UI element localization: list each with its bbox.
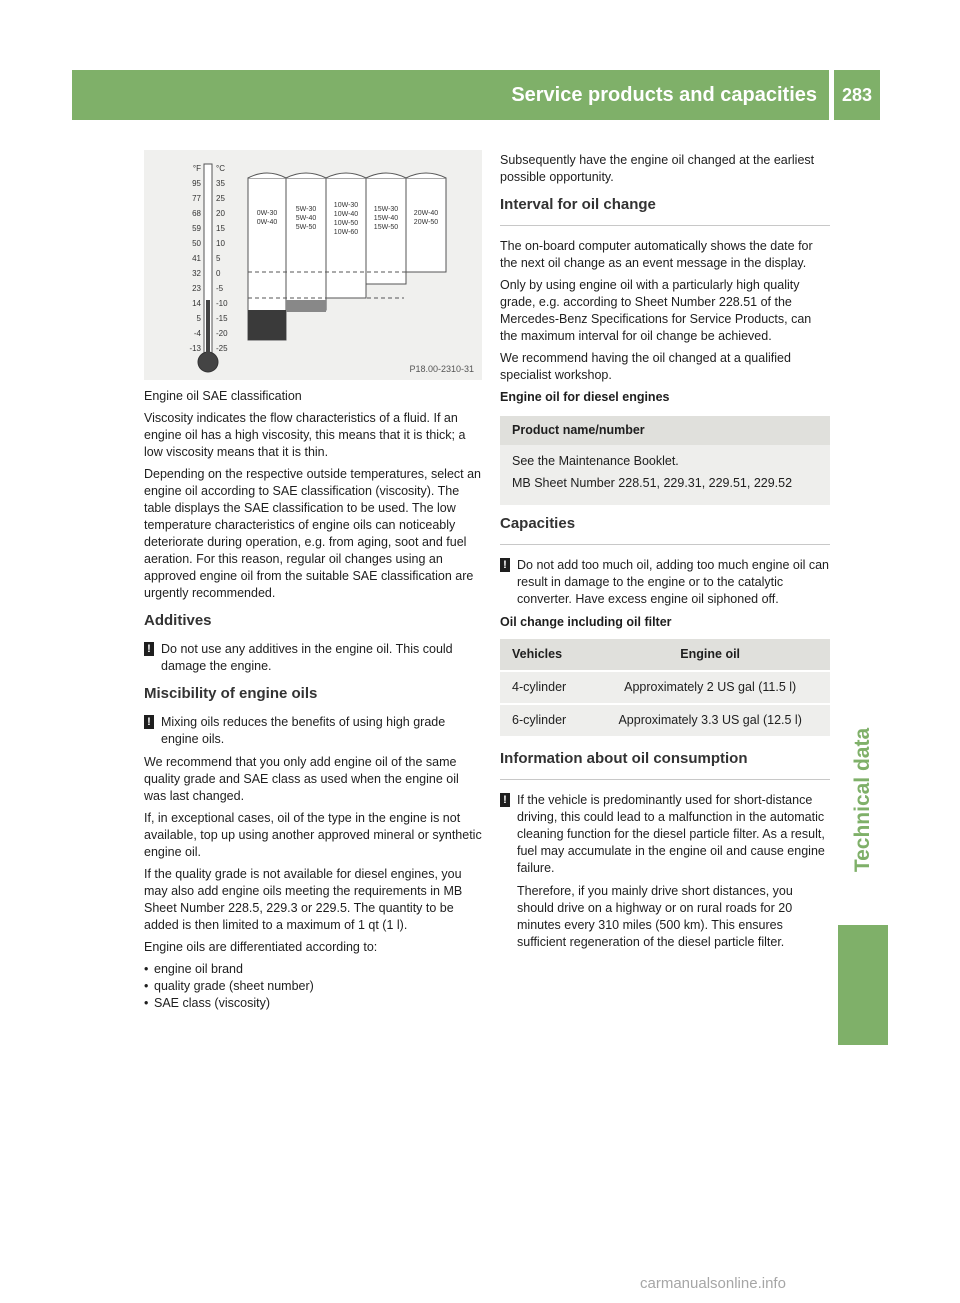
table-row	[500, 671, 830, 704]
oil-filter-heading: Oil change including oil filter	[500, 615, 672, 629]
grade-label: 0W-30	[256, 210, 278, 217]
grade-label: 0W-40	[256, 219, 278, 226]
fahrenheit-tick-label: 41	[192, 254, 201, 263]
grade-label: 15W-50	[373, 224, 399, 231]
fahrenheit-tick-label: -13	[189, 344, 201, 353]
diesel-quality-paragraph: If the quality grade is not available for diesel engines, you may also add engine oils meeting the requirements in MB Sheet Number 228.5, 229.3 or 229.5. The quantity to be added is then limited to a maximum of 1 qt (1 l).	[144, 867, 463, 932]
workshop-paragraph: We recommend having the oil changed at a qualified specialist workshop.	[500, 351, 791, 382]
fahrenheit-tick-label: 95	[192, 179, 201, 188]
grade-label: 10W-50	[333, 220, 359, 227]
grade-column	[366, 178, 406, 284]
grade-label: 5W-50	[295, 224, 317, 231]
fahrenheit-tick-label: 68	[192, 209, 201, 218]
recommendation-paragraph: We recommend that you only add engine oil of the same quality grade and SAE class as used when the engine oil was last changed.	[144, 755, 459, 803]
celsius-tick-label: -20	[216, 329, 228, 338]
celsius-tick-label: 15	[216, 224, 225, 233]
list-item: • engine oil brand	[144, 961, 482, 978]
page-header-bar	[72, 70, 829, 120]
exclamation-icon: !	[500, 793, 510, 807]
additives-heading: Additives	[144, 612, 212, 629]
grade-label: 15W-40	[373, 215, 399, 222]
grade-label: 10W-30	[333, 202, 359, 209]
fahrenheit-tick-label: 50	[192, 239, 201, 248]
exceptional-paragraph: If, in exceptional cases, oil of the type in the engine is not available, top up using another approved mineral or synthetic engine oil.	[144, 811, 482, 859]
table-cell: Approximately 2 US gal (11.5 l)	[590, 671, 830, 704]
differentiation-list	[144, 961, 482, 1012]
table-header-row	[500, 639, 830, 671]
grade-label: 15W-30	[373, 206, 399, 213]
miscibility-warning	[144, 714, 482, 748]
divider	[500, 225, 830, 226]
miscibility-heading: Miscibility of engine oils	[144, 685, 318, 702]
exclamation-icon: !	[500, 558, 510, 572]
page-number: 283	[834, 70, 880, 120]
divider	[500, 779, 830, 780]
grade-column	[286, 178, 326, 310]
celsius-tick-label: 20	[216, 209, 225, 218]
left-column	[144, 388, 482, 1016]
grade-column-cap	[366, 173, 406, 178]
grade-label: 20W-50	[413, 219, 439, 226]
table-cell: 4-cylinder	[500, 671, 590, 704]
fahrenheit-tick-label: 23	[192, 284, 201, 293]
interval-heading: Interval for oil change	[500, 196, 656, 213]
celsius-tick-label: 0	[216, 269, 221, 278]
consumption-warning	[500, 792, 830, 877]
list-item: • SAE class (viscosity)	[144, 995, 482, 1012]
celsius-tick-label: -25	[216, 344, 228, 353]
fahrenheit-tick-label: 77	[192, 194, 201, 203]
sheet-number-text: MB Sheet Number 228.51, 229.31, 229.51, 229.52	[512, 476, 793, 490]
side-tab-label: Technical data	[851, 727, 874, 873]
grade-column-cap	[286, 173, 326, 178]
consumption-heading: Information about oil consumption	[500, 750, 748, 767]
grade-column	[326, 178, 366, 298]
table-row	[500, 704, 830, 736]
additives-warning	[144, 641, 482, 675]
short-distance-paragraph: Therefore, if you mainly drive short distances, you should drive on a highway or on rural roads for 20 minutes every 310 miles (500 km). This ensures sufficient regeneration of the diesel particle filter.	[517, 884, 793, 949]
capacity-table	[500, 639, 830, 736]
grade-label: 10W-40	[333, 211, 359, 218]
side-tab-block	[838, 925, 888, 1045]
exclamation-icon: !	[144, 715, 154, 729]
side-tab	[838, 700, 888, 900]
differentiation-paragraph: Engine oils are differentiated according to:	[144, 940, 378, 954]
table-cell: Approximately 3.3 US gal (12.5 l)	[590, 704, 830, 736]
fahrenheit-tick-label: °F	[192, 164, 201, 173]
figure-caption: Engine oil SAE classification	[144, 389, 302, 403]
fahrenheit-tick-label: -4	[193, 329, 201, 338]
fahrenheit-tick-label: 5	[196, 314, 201, 323]
grade-column-cap	[248, 173, 286, 178]
maintenance-booklet-text: See the Maintenance Booklet.	[512, 454, 679, 468]
celsius-tick-label: -5	[216, 284, 224, 293]
divider	[500, 544, 830, 545]
page-header-title: Service products and capacities	[511, 84, 817, 106]
temperature-paragraph: Depending on the respective outside temperatures, select an engine oil according to SAE classification (viscosity). The table displays the SAE classification to be used. The low temperature characteristics of engine oils can noticeably deteriorate during operation, e.g. from aging, soot and fuel aeration. For this reason, regular oil changes using an approved engine oil from the suitable SAE classification are urgently recommended.	[144, 467, 482, 600]
grade-label: 5W-40	[295, 215, 317, 222]
capacities-warning	[500, 557, 830, 608]
grade-label: 10W-60	[333, 229, 359, 236]
grade-label: 20W-40	[413, 210, 439, 217]
celsius-tick-label: 25	[216, 194, 225, 203]
grade-label: 5W-30	[295, 206, 317, 213]
figure-label: P18.00-2310-31	[409, 364, 474, 374]
fahrenheit-tick-label: 14	[192, 299, 201, 308]
table-cell: 6-cylinder	[500, 704, 590, 736]
column-header-engine-oil: Engine oil	[590, 639, 830, 671]
fahrenheit-tick-label: 32	[192, 269, 201, 278]
sae-chart-graphic	[144, 150, 482, 380]
exclamation-icon: !	[144, 642, 154, 656]
celsius-tick-label: 5	[216, 254, 221, 263]
viscosity-paragraph: Viscosity indicates the flow characteristics of a fluid. If an engine oil has a high viscosity, this means that it is thick; a low viscosity means that it is thin.	[144, 411, 466, 459]
diesel-oil-heading: Engine oil for diesel engines	[500, 390, 670, 404]
sae-classification-figure	[144, 150, 482, 380]
subsequent-paragraph: Subsequently have the engine oil changed at the earliest possible opportunity.	[500, 153, 815, 184]
grade-column-cap	[326, 173, 366, 178]
product-box-header: Product name/number	[500, 416, 830, 445]
column-header-vehicles: Vehicles	[500, 639, 590, 671]
capacities-warning-text: Do not add too much oil, adding too much engine oil can result in damage to the engine or to the catalytic converter. Have excess engine oil siphoned off.	[517, 558, 830, 606]
right-column	[500, 152, 830, 956]
high-grade-paragraph: Only by using engine oil with a particularly high quality grade, e.g. according to Sheet Number 228.51 of the Mercedes-Benz Specifications for Service Products, can the maximum interval for oil change be achieved.	[500, 278, 812, 343]
capacities-heading: Capacities	[500, 515, 576, 532]
product-box-body	[500, 445, 830, 505]
additives-warning-text: Do not use any additives in the engine oil. This could damage the engine.	[161, 642, 453, 673]
miscibility-warning-text: Mixing oils reduces the benefits of using high grade engine oils.	[161, 715, 446, 746]
consumption-warning-text: If the vehicle is predominantly used for short-distance driving, this could lead to a malfunction in the automatic cleaning function for the diesel particle filter. As a result, fuel may accumulate in the engine oil and cause engine failure.	[517, 793, 825, 875]
watermark: carmanualsonline.info	[640, 1275, 786, 1292]
fahrenheit-tick-label: 59	[192, 224, 201, 233]
product-box	[500, 416, 830, 505]
grade-column-cap	[406, 173, 446, 178]
celsius-scale	[216, 164, 228, 353]
celsius-tick-label: °C	[216, 164, 225, 173]
celsius-tick-label: 10	[216, 239, 225, 248]
onboard-computer-paragraph: The on-board computer automatically shows the date for the next oil change as an event message in the display.	[500, 239, 813, 270]
list-item: • quality grade (sheet number)	[144, 978, 482, 995]
celsius-tick-label: -15	[216, 314, 228, 323]
celsius-tick-label: 35	[216, 179, 225, 188]
fahrenheit-scale	[189, 164, 201, 353]
celsius-tick-label: -10	[216, 299, 228, 308]
